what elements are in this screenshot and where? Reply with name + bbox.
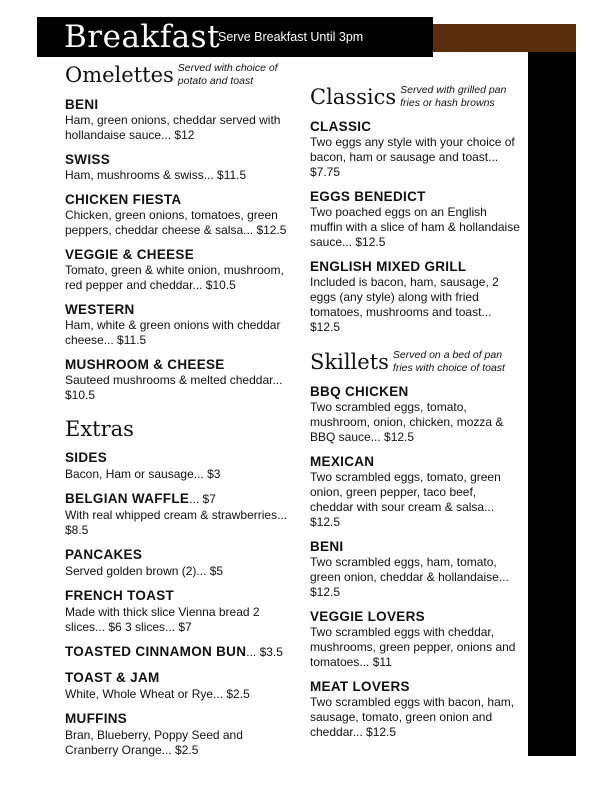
menu-item-name: [310, 383, 522, 400]
omelettes-title: Omelettes: [65, 63, 174, 87]
menu-item: [310, 188, 522, 250]
menu-item-description: Ham, mushrooms & swiss... $11.5: [65, 168, 247, 182]
menu-item: [310, 118, 522, 180]
menu-item-description: Served golden brown (2)... $5: [65, 564, 224, 578]
menu-item: [310, 258, 522, 335]
page-subtitle: Serve Breakfast Until 3pm: [218, 30, 364, 44]
menu-item-title: CHICKEN FIESTA: [65, 192, 182, 207]
menu-item-title: EGGS BENEDICT: [310, 189, 426, 204]
menu-item: [65, 546, 290, 579]
menu-item: [310, 608, 522, 670]
menu-item-title: VEGGIE & CHEESE: [65, 247, 195, 262]
menu-item-title: TOASTED CINNAMON BUN: [65, 644, 247, 659]
menu-item-title: WESTERN: [65, 302, 135, 317]
menu-item-description: Two scrambled eggs, tomato, mushroom, onion, chicken, mozza & BBQ sauce... $12.5: [310, 400, 504, 444]
menu-item-name: [310, 453, 522, 470]
menu-item: [65, 246, 290, 293]
menu-item-name: [65, 710, 290, 728]
menu-item: [65, 191, 290, 238]
menu-item-title: PANCAKES: [65, 547, 143, 562]
menu-item-name: [310, 678, 522, 695]
menu-item-name: [65, 669, 290, 687]
menu-item-title: FRENCH TOAST: [65, 588, 175, 603]
menu-item-name: [65, 449, 290, 467]
menu-item-name: [65, 356, 290, 373]
menu-item: [310, 453, 522, 530]
menu-item-description: Ham, white & green onions with cheddar cheese... $11.5: [65, 318, 281, 347]
menu-item-description: Bacon, Ham or sausage... $3: [65, 467, 221, 481]
extras-header: [65, 417, 290, 441]
menu-item-name: [310, 608, 522, 625]
right-column: [310, 84, 522, 740]
menu-item-name: [65, 96, 290, 113]
menu-item-description: Chicken, green onions, tomatoes, green peppers, cheddar cheese & salsa... $12.5: [65, 208, 287, 237]
menu-item-description: Two scrambled eggs with cheddar, mushrooms, green pepper, onions and tomatoes... $11: [310, 625, 516, 669]
skillets-title: Skillets: [310, 350, 389, 374]
menu-item-description: Two eggs any style with your choice of bacon, ham or sausage and toast... $7.75: [310, 135, 515, 179]
menu-item-name: [310, 538, 522, 555]
left-column: [65, 62, 290, 758]
menu-item-name: [310, 118, 522, 135]
menu-item-name: [65, 246, 290, 263]
menu-item-price: ... $3.5: [246, 645, 283, 659]
menu-item: [310, 538, 522, 600]
omelettes-header: [65, 62, 290, 88]
menu-item-description: Bran, Blueberry, Poppy Seed and Cranberry Orange... $2.5: [65, 728, 243, 757]
menu-item: [65, 710, 290, 758]
menu-item-price: ... $7: [189, 492, 216, 506]
menu-item-description: Sauteed mushrooms & melted cheddar... $10.5: [65, 373, 283, 402]
menu-item: [65, 587, 290, 635]
menu-item-title: BENI: [65, 97, 99, 112]
menu-item-title: BBQ CHICKEN: [310, 384, 409, 399]
extras-list: [65, 449, 290, 758]
menu-item-title: SWISS: [65, 152, 111, 167]
menu-item-title: MUFFINS: [65, 711, 128, 726]
menu-item-description: Two poached eggs on an English muffin with a slice of ham & hollandaise sauce... $12.5: [310, 205, 520, 249]
menu-item: [310, 383, 522, 445]
menu-item-title: BELGIAN WAFFLE: [65, 491, 190, 506]
classics-header: [310, 84, 522, 110]
menu-item-name: [310, 188, 522, 205]
menu-item: [65, 356, 290, 403]
menu-item-name: [65, 301, 290, 318]
menu-item: [65, 449, 290, 482]
classics-title: Classics: [310, 85, 397, 109]
menu-item-description: Two scrambled eggs with bacon, ham, sausage, tomato, green onion and cheddar... $12.5: [310, 695, 515, 739]
menu-item-title: VEGGIE LOVERS: [310, 609, 425, 624]
menu-item-name: [65, 191, 290, 208]
menu-item-name: [65, 587, 290, 605]
omelettes-list: [65, 96, 290, 403]
menu-item: [65, 96, 290, 143]
menu-item-name: [310, 258, 522, 275]
menu-item-description: Tomato, green & white onion, mushroom, red pepper and cheddar... $10.5: [65, 263, 284, 292]
menu-item-description: With real whipped cream & strawberries... $8.5: [65, 508, 288, 537]
menu-item: [310, 678, 522, 740]
menu-item-name: [65, 643, 290, 661]
menu-item-description: Made with thick slice Vienna bread 2 slices... $6 3 slices... $7: [65, 605, 260, 634]
classics-list: [310, 118, 522, 335]
accent-bar: [433, 24, 576, 52]
menu-item-title: ENGLISH MIXED GRILL: [310, 259, 467, 274]
menu-item-title: TOAST & JAM: [65, 670, 160, 685]
menu-item-description: Ham, green onions, cheddar served with hollandaise sauce... $12: [65, 113, 281, 142]
skillets-note: Served on a bed of pan fries with choice of toast: [392, 349, 505, 374]
menu-item-title: MEAT LOVERS: [310, 679, 410, 694]
menu-item-description: Two scrambled eggs, tomato, green onion, green pepper, taco beef, cheddar with sour cream & salsa... $12.5: [310, 470, 501, 529]
menu-item-description: Two scrambled eggs, ham, tomato, green onion, cheddar & hollandaise... $12.5: [310, 555, 509, 599]
page-title: Breakfast: [64, 19, 221, 55]
skillets-list: [310, 383, 522, 740]
menu-item-title: SIDES: [65, 450, 108, 465]
menu-item: [65, 151, 290, 183]
menu-item-name: [65, 546, 290, 564]
omelettes-note: Served with choice of potato and toast: [177, 62, 278, 87]
menu-item-title: MEXICAN: [310, 454, 375, 469]
menu-item: [65, 643, 290, 661]
menu-item-title: BENI: [310, 539, 344, 554]
menu-item: [65, 301, 290, 348]
skillets-header: [310, 349, 522, 375]
menu-item: [65, 490, 290, 538]
menu-item-title: MUSHROOM & CHEESE: [65, 357, 225, 372]
menu-item-description: Included is bacon, ham, sausage, 2 eggs (any style) along with fried tomatoes, mushrooms and toast... $12.5: [310, 275, 499, 334]
menu-item-description: White, Whole Wheat or Rye... $2.5: [65, 687, 250, 701]
menu-item: [65, 669, 290, 702]
classics-note: Served with grilled pan fries or hash browns: [400, 84, 507, 109]
extras-title: Extras: [65, 417, 134, 441]
side-column: [528, 52, 576, 756]
menu-item-name: [65, 151, 290, 168]
menu-item-name: [65, 490, 290, 508]
menu-item-title: CLASSIC: [310, 119, 372, 134]
